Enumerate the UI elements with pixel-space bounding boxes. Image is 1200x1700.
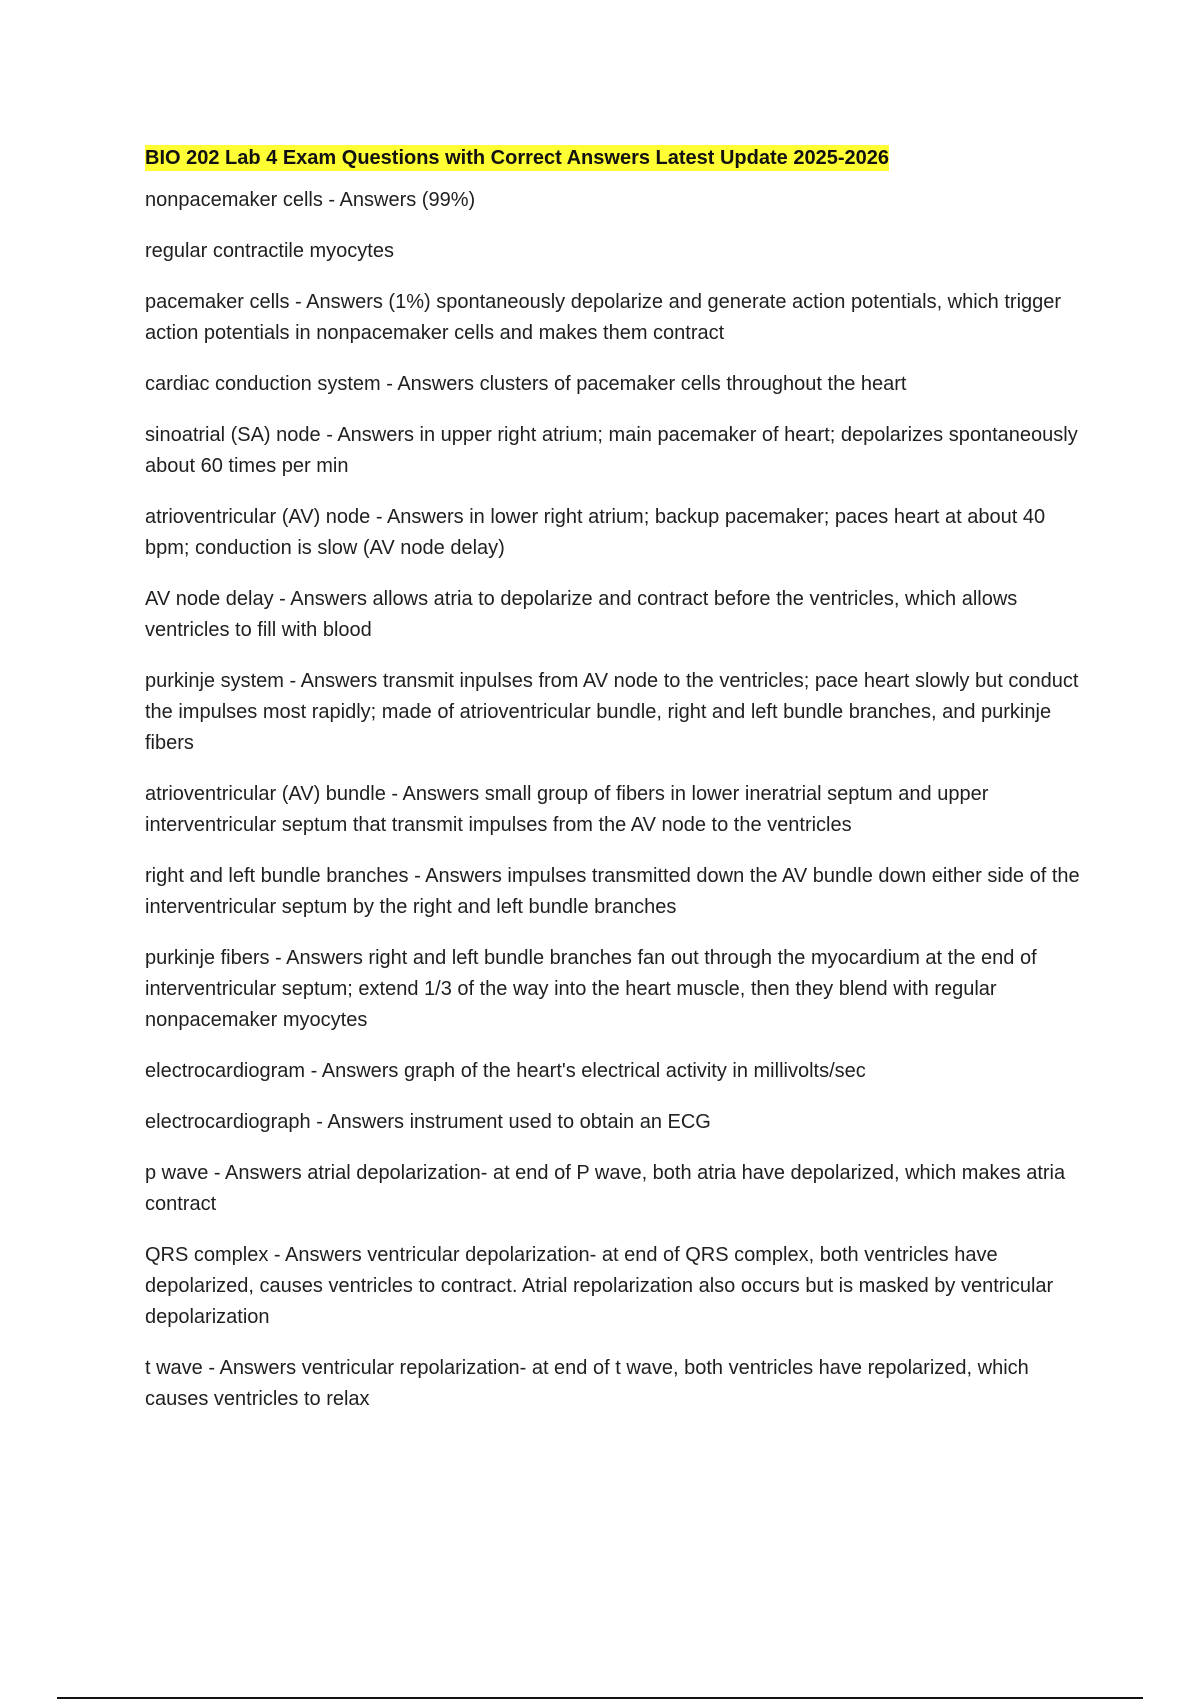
qa-entry: pacemaker cells - Answers (1%) spontaneously depolarize and generate action potentials, which trigger action potentials in nonpacemaker cells and makes them contract bbox=[145, 291, 1062, 344]
qa-entry: AV node delay - Answers allows atria to depolarize and contract before the ventricles, which allows ventricles to fill with blood bbox=[145, 588, 1018, 641]
qa-entry: right and left bundle branches - Answers impulses transmitted down the AV bundle down either side of the interventricular septum by the right and left bundle branches bbox=[145, 865, 1080, 918]
qa-entry: cardiac conduction system - Answers clusters of pacemaker cells throughout the heart bbox=[145, 373, 907, 395]
qa-entry: regular contractile myocytes bbox=[145, 240, 394, 262]
qa-entry: QRS complex - Answers ventricular depolarization- at end of QRS complex, both ventricles have depolarized, causes ventricles to contract. Atrial repolarization also occurs but is masked by ventricular depolarization bbox=[145, 1244, 1054, 1328]
qa-entry: sinoatrial (SA) node - Answers in upper right atrium; main pacemaker of heart; depolarizes spontaneously about 60 times per min bbox=[145, 424, 1078, 477]
qa-entry: electrocardiograph - Answers instrument used to obtain an ECG bbox=[145, 1111, 711, 1133]
qa-entry: atrioventricular (AV) bundle - Answers small group of fibers in lower ineratrial septum and upper interventricular septum that transmit impulses from the AV node to the ventricles bbox=[145, 783, 989, 836]
qa-entry: nonpacemaker cells - Answers (99%) bbox=[145, 189, 476, 211]
qa-entry: p wave - Answers atrial depolarization- at end of P wave, both atria have depolarized, which makes atria contract bbox=[145, 1162, 1066, 1215]
title-block bbox=[145, 143, 1095, 174]
qa-entry: t wave - Answers ventricular repolarization- at end of t wave, both ventricles have repolarized, which causes ventricles to relax bbox=[145, 1357, 1029, 1410]
qa-entry: atrioventricular (AV) node - Answers in lower right atrium; backup pacemaker; paces heart at about 40 bpm; conduction is slow (AV node delay) bbox=[145, 506, 1046, 559]
footer-divider bbox=[57, 1697, 1143, 1699]
qa-entry: purkinje system - Answers transmit inpulses from AV node to the ventricles; pace heart slowly but conduct the impulses most rapidly; made of atrioventricular bundle, right and left bundle branches, and purkinje fibers bbox=[145, 670, 1079, 754]
document-content bbox=[145, 143, 1095, 1435]
qa-entry: purkinje fibers - Answers right and left bundle branches fan out through the myocardium at the end of interventricular septum; extend 1/3 of the way into the heart muscle, then they blend with regular nonpacemaker myocytes bbox=[145, 947, 1037, 1031]
qa-entry: electrocardiogram - Answers graph of the heart's electrical activity in millivolts/sec bbox=[145, 1060, 866, 1082]
document-title: BIO 202 Lab 4 Exam Questions with Correct Answers Latest Update 2025-2026 bbox=[145, 147, 889, 169]
